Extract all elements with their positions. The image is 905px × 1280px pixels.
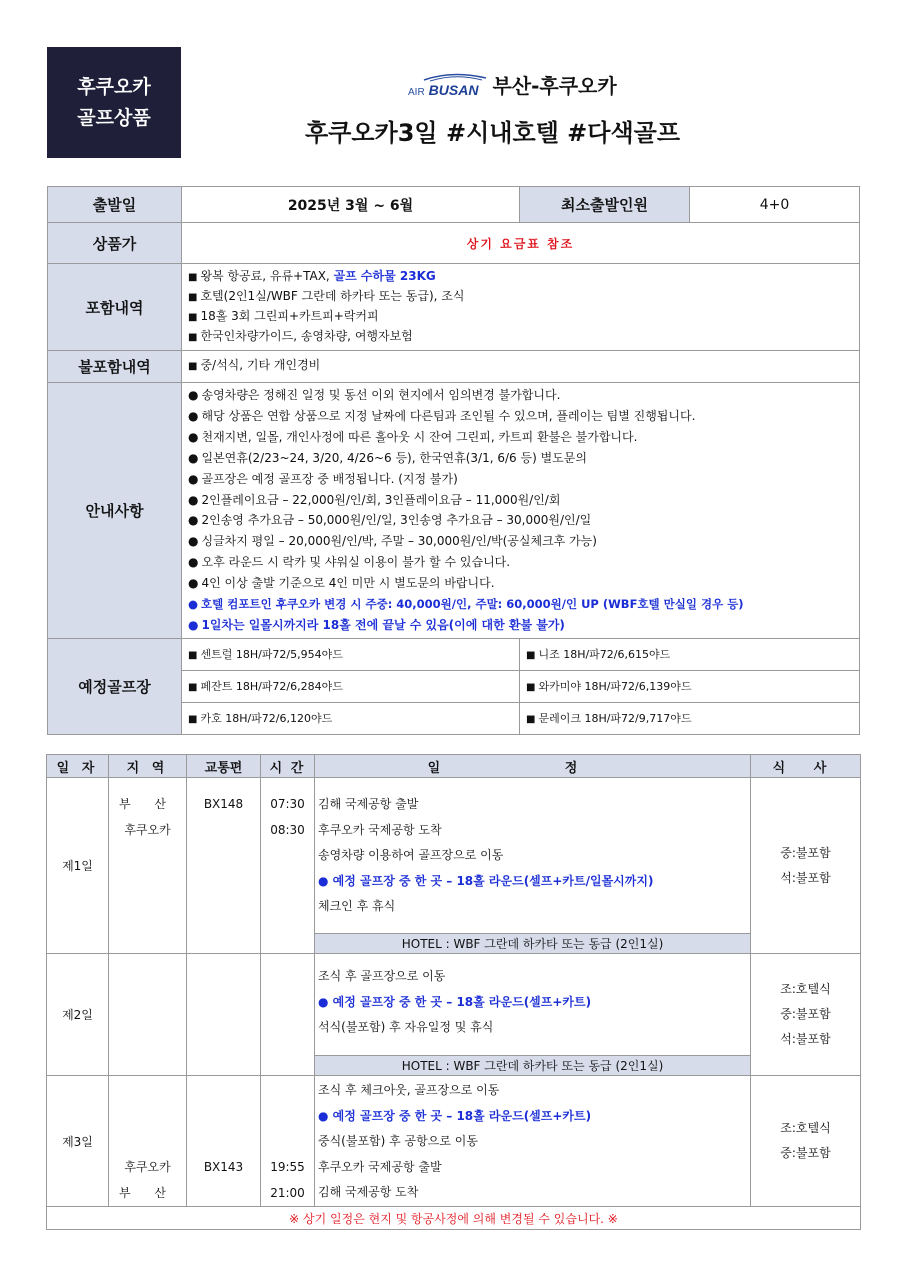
price-value: 상기 요금표 참조	[182, 223, 860, 264]
golf-course-item: ■ 와카미야 18H/파72/6,139야드	[520, 670, 860, 702]
plan-item: 체크인 후 휴식	[318, 899, 396, 913]
schedule-footer-note: ※ 상기 일정은 현지 및 항공사정에 의해 변경될 수 있습니다. ※	[47, 1207, 861, 1230]
include-item: ■ 왕복 항공료, 유류+TAX, 골프 수하물 23KG	[188, 269, 436, 283]
col-header-region: 지 역	[109, 755, 187, 778]
brand-row	[408, 70, 617, 99]
region-cell: 부 산 후쿠오카	[109, 778, 187, 954]
plan-item: 후쿠오카 국제공항 도착	[318, 822, 442, 837]
include-item: ■ 한국인차량가이드, 송영차량, 여행자보험	[188, 329, 413, 343]
plan-cell	[315, 778, 751, 954]
itinerary-table	[46, 754, 861, 1230]
logo-air-text: AIR	[408, 86, 425, 98]
notice-item: ● 오후 라운드 시 락카 및 샤워실 이용이 불가 할 수 있습니다.	[188, 555, 511, 570]
notice-item: ● 송영차량은 정해진 일정 및 동선 이외 현지에서 임의변경 불가합니다.	[188, 388, 561, 402]
time-cell: 19:55 21:00	[261, 1076, 315, 1207]
notice-item: ● 골프장은 예정 골프장 중 배정됩니다. (지정 불가)	[188, 471, 458, 486]
plan-item-golf: ● 예정 골프장 중 한 곳 – 18홀 라운드(셀프+카트/일몰시까지)	[318, 873, 654, 888]
logo-busan-text: BUSAN	[428, 81, 479, 98]
time-cell	[261, 954, 315, 1076]
notice-item-highlight: ● 1일차는 일몰시까지라 18홀 전에 끝날 수 있음(이에 대한 환불 불가)	[188, 617, 565, 632]
plan-item-golf: ● 예정 골프장 중 한 곳 – 18홀 라운드(셀프+카트)	[318, 994, 592, 1009]
notice-item: ● 해당 상품은 연합 상품으로 지정 날짜에 다른팀과 조인될 수 있으며, 플레이는 팀별 진행됩니다.	[188, 408, 696, 423]
golf-course-item: ■ 문레이크 18H/파72/9,717야드	[520, 702, 860, 734]
meal-cell: 중:불포함 석:불포함	[751, 778, 861, 954]
plan-item: 조식 후 골프장으로 이동	[318, 969, 446, 983]
include-item: ■ 호텔(2인1실/WBF 그란데 하카타 또는 동급), 조식	[188, 289, 465, 303]
plan-cell	[315, 1076, 751, 1207]
transport-cell: BX148	[187, 778, 261, 954]
include-label: 포함내역	[48, 264, 182, 351]
notice-list	[182, 383, 860, 639]
plan-cell	[315, 954, 751, 1076]
notice-item: ● 일본연휴(2/23~24, 3/20, 4/26~6 등), 한국연휴(3/1, 6/6 등) 별도문의	[188, 450, 587, 465]
plan-item: 김해 국제공항 도착	[318, 1185, 419, 1199]
col-header-time: 시 간	[261, 755, 315, 778]
include-item: ■ 18홀 3회 그린피+카트피+락커피	[188, 309, 379, 323]
swoosh-icon	[422, 72, 488, 82]
notice-item: ● 2인플레이요금 – 22,000원/인/회, 3인플레이요금 – 11,000원/인/회	[188, 492, 561, 507]
page-title: 후쿠오카3일 #시내호텔 #다색골프	[305, 119, 681, 147]
badge-line-1: 후쿠오카	[77, 75, 151, 98]
notice-label: 안내사항	[48, 383, 182, 639]
departure-label: 출발일	[48, 187, 182, 223]
golf-course-item: ■ 센트럴 18H/파72/5,954야드	[182, 638, 520, 670]
notice-item-highlight: ● 호텔 컴포트인 후쿠오카 변경 시 주중: 40,000원/인, 주말: 60,000원/인 UP (WBF호텔 만실일 경우 등)	[188, 597, 744, 612]
col-header-date: 일 자	[47, 755, 109, 778]
meal-cell: 조:호텔식 중:불포함	[751, 1076, 861, 1207]
include-list	[182, 264, 860, 351]
hotel-info: HOTEL : WBF 그란데 하카타 또는 동급 (2인1실)	[315, 933, 750, 953]
notice-item: ● 천재지변, 일몰, 개인사정에 따른 홀아웃 시 잔여 그린피, 카트피 환불은 불가합니다.	[188, 429, 638, 444]
col-header-meal: 식 사	[751, 755, 861, 778]
plan-item: 석식(불포함) 후 자유일정 및 휴식	[318, 1020, 494, 1034]
plan-item: 김해 국제공항 출발	[318, 797, 419, 811]
plan-item: 중식(불포함) 후 공항으로 이동	[318, 1134, 478, 1148]
min-people-value: 4+0	[690, 187, 860, 223]
notice-item: ● 싱글차지 평일 – 20,000원/인/박, 주말 – 30,000원/인/박(공실체크후 가능)	[188, 534, 597, 549]
price-label: 상품가	[48, 223, 182, 264]
col-header-transport: 교통편	[187, 755, 261, 778]
region-cell: 후쿠오카 부 산	[109, 1076, 187, 1207]
golf-course-item: ■ 니조 18H/파72/6,615야드	[520, 638, 860, 670]
golf-course-item: ■ 카호 18H/파72/6,120야드	[182, 702, 520, 734]
exclude-label: 불포함내역	[48, 351, 182, 383]
plan-item-golf: ● 예정 골프장 중 한 곳 – 18홀 라운드(셀프+카트)	[318, 1108, 592, 1123]
transport-cell	[187, 954, 261, 1076]
itinerary-row-day1	[47, 778, 861, 954]
route-title: 부산-후쿠오카	[492, 74, 617, 98]
badge-line-2: 골프상품	[77, 106, 151, 129]
itinerary-row-day2	[47, 954, 861, 1076]
golf-course-label: 예정골프장	[48, 638, 182, 734]
day-label: 제1일	[47, 778, 109, 954]
min-people-label: 최소출발인원	[520, 187, 690, 223]
product-badge	[47, 47, 181, 158]
meal-cell: 조:호텔식 중:불포함 석:불포함	[751, 954, 861, 1076]
region-cell	[109, 954, 187, 1076]
hotel-info: HOTEL : WBF 그란데 하카타 또는 동급 (2인1실)	[315, 1055, 750, 1075]
plan-item: 송영차량 이용하여 골프장으로 이동	[318, 848, 504, 862]
exclude-value: ■ 중/석식, 기타 개인경비	[182, 351, 860, 383]
notice-item: ● 2인송영 추가요금 – 50,000원/인/일, 3인송영 추가요금 – 30,000원/인/일	[188, 513, 592, 528]
product-info-table	[47, 186, 860, 735]
day-label: 제2일	[47, 954, 109, 1076]
plan-item: 후쿠오카 국제공항 출발	[318, 1159, 442, 1174]
itinerary-row-day3	[47, 1076, 861, 1207]
plan-item: 조식 후 체크아웃, 골프장으로 이동	[318, 1083, 500, 1097]
golf-course-item: ■ 페잔트 18H/파72/6,284야드	[182, 670, 520, 702]
day-label: 제3일	[47, 1076, 109, 1207]
col-header-plan: 일 정	[315, 755, 751, 778]
notice-item: ● 4인 이상 출발 기준으로 4인 미만 시 별도문의 바랍니다.	[188, 576, 495, 591]
time-cell: 07:30 08:30	[261, 778, 315, 954]
departure-value: 2025년 3월 ~ 6월	[182, 187, 520, 223]
air-busan-logo	[408, 72, 478, 98]
transport-cell: BX143	[187, 1076, 261, 1207]
